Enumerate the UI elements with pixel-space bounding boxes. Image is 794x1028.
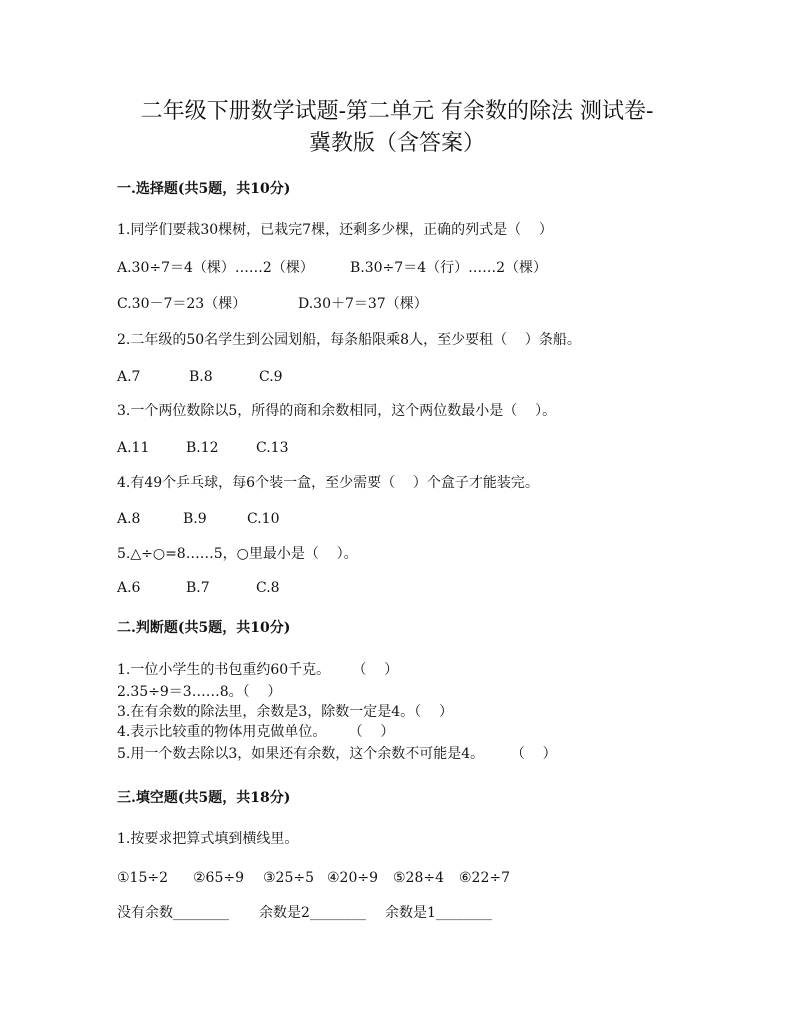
question-3-option-c: C.13: [256, 440, 289, 456]
judgement-item-5: 5.用一个数去除以3，如果还有余数，这个余数不可能是4。 （ ）: [117, 746, 557, 762]
fill-in-question-1-text: 1.按要求把算式填到横线里。: [117, 831, 299, 847]
judgement-item-3: 3.在有余数的除法里，余数是3，除数一定是4。（ ）: [117, 704, 453, 720]
expression-item: ④20÷9: [327, 870, 379, 886]
question-5-option-c: C.8: [256, 580, 280, 596]
question-3-text: 3.一个两位数除以5，所得的商和余数相同，这个两位数最小是（ ）。: [117, 403, 557, 419]
question-4-option-a: A.8: [117, 511, 141, 527]
expression-row: [117, 869, 510, 887]
question-3-option-a: A.11: [117, 440, 150, 456]
question-5-option-b: B.7: [186, 580, 210, 596]
question-1-option-c: C.30－7＝23（棵）: [117, 296, 247, 312]
answer-blank-remainder-1: 余数是1________: [385, 905, 492, 921]
expression-item: ⑤28÷4: [393, 870, 445, 886]
question-5-text: 5.△÷○=8……5，○里最小是（ ）。: [117, 546, 358, 562]
question-2-option-c: C.9: [259, 369, 283, 385]
question-1-option-d: D.30＋7＝37（棵）: [298, 296, 428, 312]
question-3-option-b: B.12: [186, 440, 219, 456]
section-heading-judgement: 二.判断题(共5题，共10分): [117, 620, 291, 636]
answer-blank-row: [117, 904, 492, 922]
document-title-line2: 冀教版（含答案）: [308, 131, 485, 156]
question-2-option-b: B.8: [189, 369, 213, 385]
judgement-item-2: 2.35÷9＝3……8。（ ）: [117, 684, 282, 700]
expression-item: ②65÷9: [193, 870, 245, 886]
expression-item: ⑥22÷7: [459, 870, 511, 886]
answer-blank-no-remainder: 没有余数________: [117, 905, 229, 921]
question-2-option-a: A.7: [117, 369, 141, 385]
judgement-item-4: 4.表示比较重的物体用克做单位。 （ ）: [117, 724, 395, 740]
question-4-option-c: C.10: [247, 511, 280, 527]
question-1-option-b: B.30÷7＝4（行）……2（棵）: [350, 260, 548, 276]
judgement-item-1: 1.一位小学生的书包重约60千克。 （ ）: [117, 662, 399, 678]
question-4-option-b: B.9: [183, 511, 207, 527]
section-heading-choice: 一.选择题(共5题，共10分): [117, 181, 291, 197]
expression-item: ③25÷5: [263, 870, 315, 886]
question-4-text: 4.有49个乒乓球，每6个装一盒，至少需要（ ）个盒子才能装完。: [117, 475, 539, 491]
question-1-option-a: A.30÷7＝4（棵）……2（棵）: [117, 260, 314, 276]
answer-blank-remainder-2: 余数是2________: [259, 905, 366, 921]
question-1-text: 1.同学们要栽30棵树，已栽完7棵，还剩多少棵，正确的列式是（ ）: [117, 222, 553, 238]
document-title-line1: 二年级下册数学试题-第二单元 有余数的除法 测试卷-: [140, 99, 654, 124]
question-5-option-a: A.6: [117, 580, 141, 596]
question-2-text: 2.二年级的50名学生到公园划船，每条船限乘8人，至少要租（ ）条船。: [117, 332, 581, 348]
section-heading-fill-in: 三.填空题(共5题，共18分): [117, 790, 291, 806]
expression-item: ①15÷2: [117, 870, 169, 886]
